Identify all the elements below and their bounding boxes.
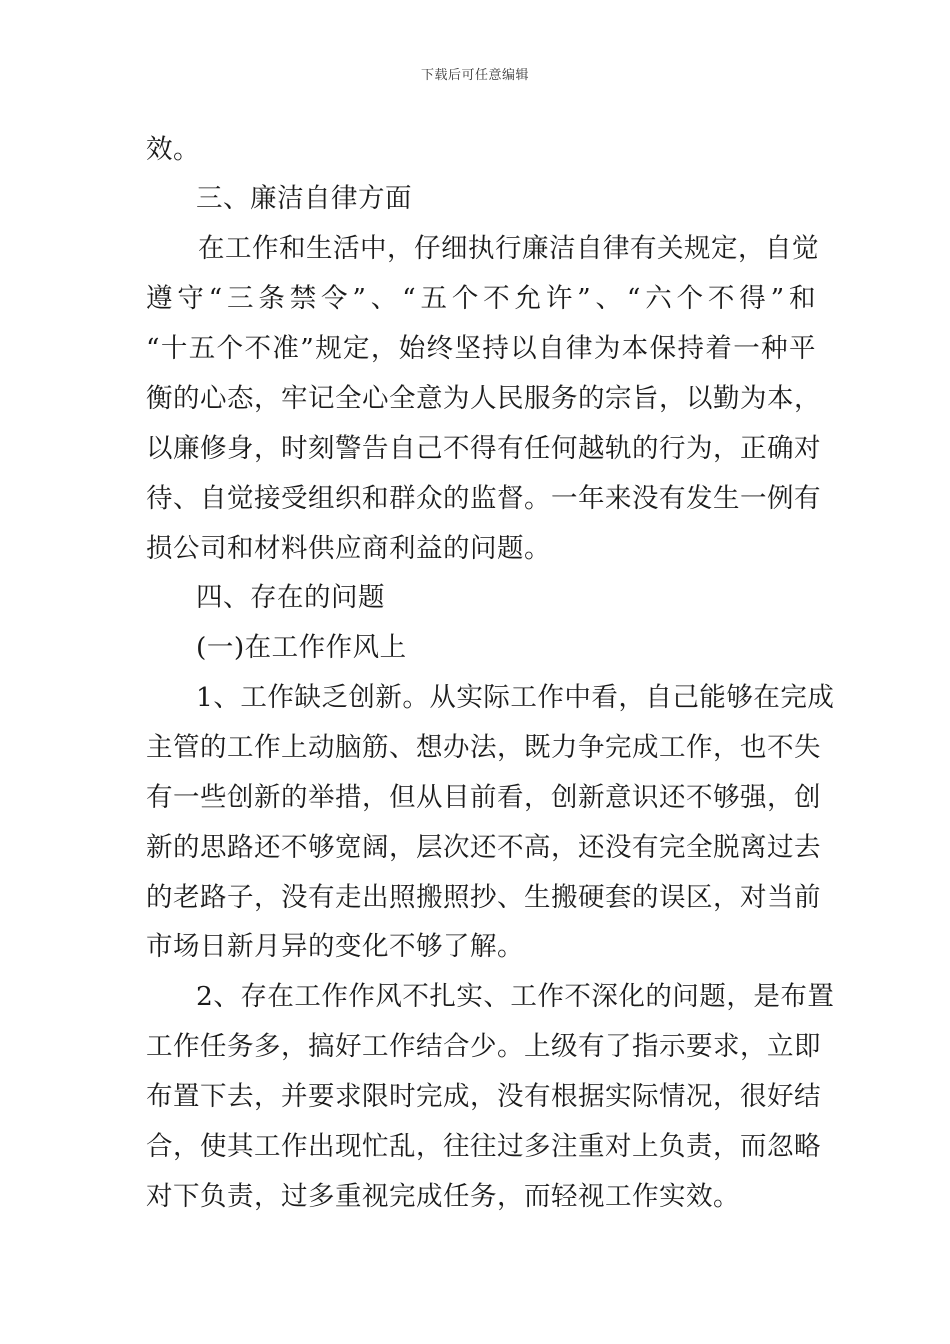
page-header: 下载后可任意编辑 <box>420 68 529 83</box>
paragraph-line: 合，使其工作出现忙乱，往往过多注重对上负责，而忽略 <box>146 1131 821 1162</box>
paragraph-line: 的老路子，没有走出照搬照抄、生搬硬套的误区，对当前 <box>146 882 821 913</box>
paragraph-line: 效。 <box>146 134 200 165</box>
paragraph-line: 待、自觉接受组织和群众的监督。一年来没有发生一例有 <box>146 483 821 514</box>
paragraph-line: 损公司和材料供应商利益的问题。 <box>146 533 551 564</box>
paragraph-line: 对下负责，过多重视完成任务，而轻视工作实效。 <box>146 1181 740 1212</box>
paragraph-line: 主管的工作上动脑筋、想办法，既力争完成工作，也不失 <box>146 732 821 763</box>
section-heading: 三、廉洁自律方面 <box>196 183 412 214</box>
paragraph-line: 布置下去，并要求限时完成，没有根据实际情况，很好结 <box>146 1081 821 1112</box>
paragraph-line: 工作任务多，搞好工作结合少。上级有了指示要求，立即 <box>146 1031 821 1062</box>
paragraph-line: 有一些创新的举措，但从目前看，创新意识还不够强，创 <box>146 782 821 813</box>
paragraph-line: 市场日新月异的变化不够了解。 <box>146 931 524 962</box>
section-heading: 四、存在的问题 <box>196 582 385 613</box>
paragraph-line: 遵守“三条禁令”、“五个不允许”、“六个不得”和 <box>146 283 816 314</box>
paragraph-line: 2、存在工作作风不扎实、工作不深化的问题，是布置 <box>196 981 835 1012</box>
subsection-heading: (一)在工作作风上 <box>196 632 407 663</box>
paragraph-line: 衡的心态，牢记全心全意为人民服务的宗旨，以勤为本， <box>146 383 821 414</box>
paragraph-line: “十五个不准”规定，始终坚持以自律为本保持着一种平 <box>146 333 816 364</box>
paragraph-line: 新的思路还不够宽阔，层次还不高，还没有完全脱离过去 <box>146 832 821 863</box>
paragraph-line: 1、工作缺乏创新。从实际工作中看，自己能够在完成 <box>196 682 835 713</box>
paragraph-line: 以廉修身，时刻警告自己不得有任何越轨的行为，正确对 <box>146 433 821 464</box>
paragraph-line: 在工作和生活中，仔细执行廉洁自律有关规定，自觉 <box>198 233 819 264</box>
